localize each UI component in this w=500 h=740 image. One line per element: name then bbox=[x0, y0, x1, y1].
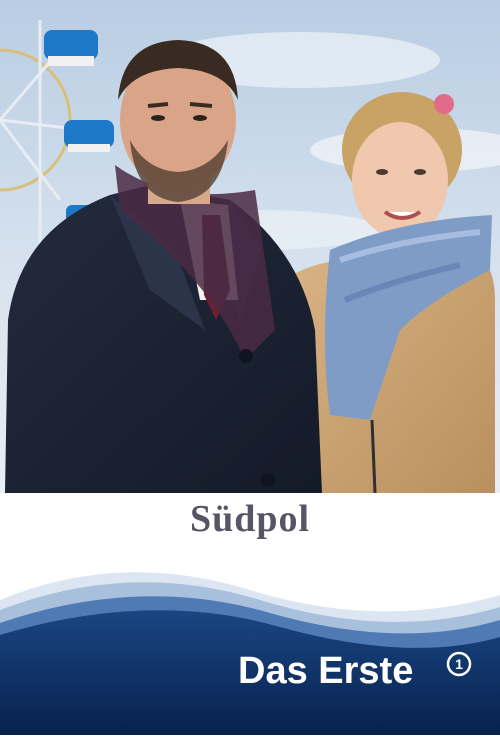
channel-logo-icon bbox=[446, 651, 472, 677]
channel-name: Das Erste bbox=[238, 650, 414, 692]
channel-wave-graphic bbox=[0, 555, 500, 735]
poster-title: Südpol bbox=[189, 498, 311, 540]
channel-logo-numeral: 1 bbox=[455, 656, 463, 672]
